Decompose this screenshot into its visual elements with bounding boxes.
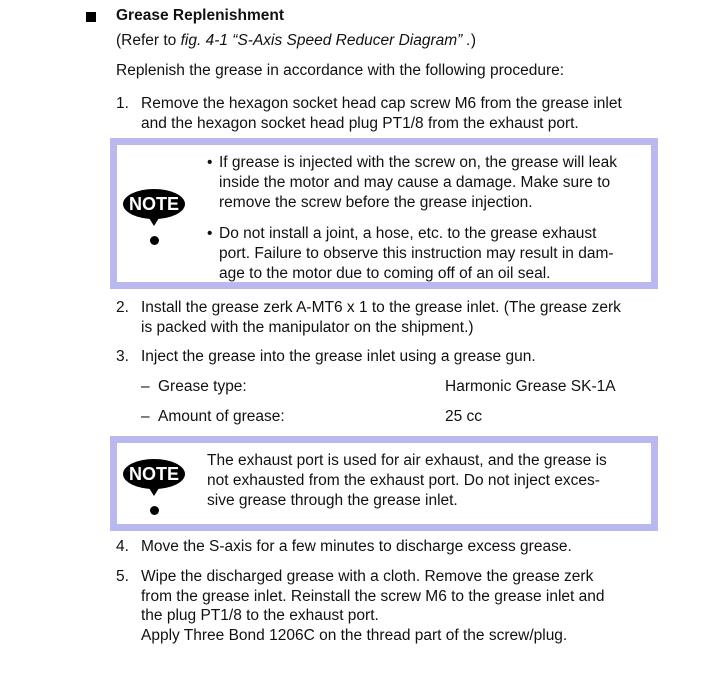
note-stem [149, 488, 159, 496]
step-text: Inject the grease into the grease inlet using a grease gun. [141, 348, 536, 365]
note-dot [150, 236, 159, 245]
note-icon [123, 189, 189, 249]
bullet-dot: • [207, 225, 213, 242]
step-text: Remove the hexagon socket head cap screw M6 from the grease inlet and the hexagon socket head plug PT1/8 from the exhaust port. [141, 95, 622, 132]
note-badge: NOTE [123, 189, 185, 219]
note-1-bullet-2 [207, 224, 647, 284]
spec-label: Amount of grease: [158, 408, 285, 425]
step-number: 2. [116, 299, 129, 316]
note-stem [149, 218, 159, 226]
intro-text: Replenish the grease in accordance with the following procedure: [116, 62, 565, 79]
note-2-text: The exhaust port is used for air exhaust, and the grease is not exhausted from the exhaust port. Do not inject exces- sive grease through the grease inlet. [207, 452, 607, 509]
note-bullet-text: Do not install a joint, a hose, etc. to the grease exhaust port. Failure to observe this instruction may result in dam- age to the motor due to coming off of an oil seal. [219, 225, 614, 282]
ref-figure: fig. 4-1 “S-Axis Speed Reducer Diagram” . [180, 32, 471, 49]
ref-suffix: ) [470, 32, 477, 49]
note-badge: NOTE [123, 459, 185, 489]
note-bullet-text: If grease is injected with the screw on, the grease will leak inside the motor and may cause a damage. Make sure to remove the screw before the grease injection. [219, 154, 618, 211]
spec-dash: – [141, 408, 150, 425]
step-number: 3. [116, 348, 129, 365]
step-text: Install the grease zerk A-MT6 x 1 to the grease inlet. (The grease zerk is packed with the manipulator on the shipment.) [141, 299, 621, 336]
note-icon [123, 459, 189, 519]
step-number: 4. [116, 538, 129, 555]
note-1-bullet-1 [207, 153, 647, 213]
step-number: 5. [116, 568, 129, 585]
step-number: 1. [116, 95, 129, 112]
ref-prefix: (Refer to [116, 32, 181, 49]
spec-label: Grease type: [158, 378, 247, 395]
figure-reference [116, 32, 476, 50]
spec-value: Harmonic Grease SK-1A [445, 378, 616, 395]
note-dot [150, 506, 159, 515]
spec-value: 25 cc [445, 408, 483, 425]
step-text: Move the S-axis for a few minutes to discharge excess grease. [141, 538, 572, 555]
section-title: Grease Replenishment [116, 7, 284, 24]
spec-dash: – [141, 378, 150, 395]
section-bullet [86, 12, 96, 22]
note-box-1 [110, 138, 658, 289]
note-box-2 [110, 436, 658, 531]
bullet-dot: • [207, 154, 213, 171]
step-text: Wipe the discharged grease with a cloth. Remove the grease zerk from the grease inlet. Reinstall the screw M6 to the grease inlet and the plug PT1/8 to the exhaust port. Apply Three Bond 1206C on the thread part of the screw/plug. [141, 568, 605, 644]
